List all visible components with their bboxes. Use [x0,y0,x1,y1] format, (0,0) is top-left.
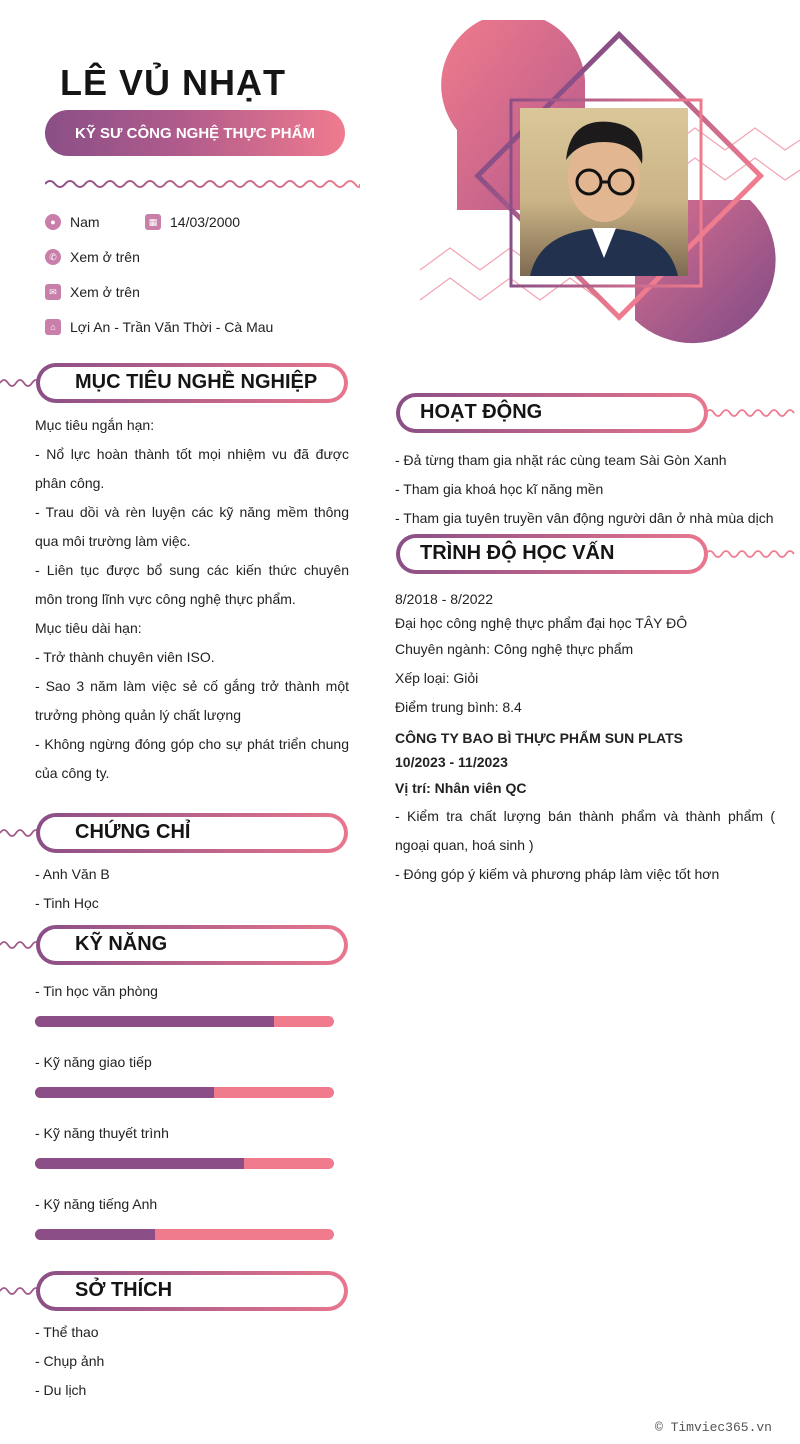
wavy-divider [45,178,360,190]
address-value: Lợi An - Trần Văn Thời - Cà Mau [70,319,274,335]
home-icon: ⌂ [45,319,61,335]
company-period: 10/2023 - 11/2023 [395,754,508,770]
duty-item: - Kiểm tra chất lượng bán thành phẩm và thành phẩm ( ngoại quan, hoá sinh ) [395,808,775,853]
section-wave-activities [706,407,796,419]
profile-photo [520,108,688,276]
duty-item: - Đóng góp ý kiếm và phương pháp làm việc tốt hơn [395,866,720,882]
section-wave-hobbies [0,1285,40,1297]
certificate-item: - Tinh Học [35,895,99,911]
objective-line: - Sao 3 năm làm việc sẻ cố gắng trở thành một trưởng phòng quản lý chất lượng [35,678,349,723]
hobby-item: - Du lịch [35,1382,87,1398]
activity-item: - Tham gia khoá học kĩ năng mền [395,481,604,497]
section-title-objective: MỤC TIÊU NGHỀ NGHIỆP [75,371,318,393]
section-wave-certificates [0,827,40,839]
section-title-education: TRÌNH ĐỘ HỌC VẤN [420,542,615,564]
hobby-item: - Chụp ảnh [35,1353,105,1369]
section-header-activities [396,393,708,433]
section-header-objective [36,363,348,403]
duties-list [395,802,775,889]
skill-bar [35,1158,334,1169]
section-title-certificates: CHỨNG CHỈ [75,821,191,843]
skill-label: - Tin học văn phòng [35,983,158,999]
company-name: CÔNG TY BAO BÌ THỰC PHẨM SUN PLATS [395,730,683,746]
job-title: KỸ SƯ CÔNG NGHỆ THỰC PHẨM [75,124,315,142]
objective-body [35,411,349,788]
footer-credit: © Timviec365.vn [654,1420,772,1435]
skill-bar-fill [35,1229,155,1240]
skill-label: - Kỹ năng tiếng Anh [35,1196,158,1212]
objective-line: - Nổ lực hoàn thành tốt mọi nhiệm vu đã được phân công. [35,446,349,491]
activities-list [395,446,785,533]
address-row [45,319,273,335]
company-position: Vị trí: Nhân viên QC [395,780,527,796]
objective-line: Mục tiêu ngắn hạn: [35,417,155,433]
person-icon: ● [45,214,61,230]
section-header-education [396,534,708,574]
section-header-skills [36,925,348,965]
activity-item: - Đả từng tham gia nhặt rác cùng team Sài Gòn Xanh [395,452,727,468]
section-header-certificates [36,813,348,853]
gender-row [45,214,100,230]
section-wave-skills [0,939,40,951]
email-value: Xem ở trên [70,284,140,300]
skill-bar-fill [35,1087,214,1098]
activity-item: - Tham gia tuyên truyền vân động người dân ở nhà mùa dịch [395,510,774,526]
envelope-icon: ✉ [45,284,61,300]
section-wave-education [706,548,796,560]
objective-line: - Trở thành chuyên viên ISO. [35,649,215,665]
calendar-icon: ▦ [145,214,161,230]
hobbies-list [35,1318,349,1405]
skill-label: - Kỹ năng giao tiếp [35,1054,152,1070]
skill-label: - Kỹ năng thuyết trình [35,1125,169,1141]
objective-line: - Trau dồi và rèn luyện các kỹ năng mềm thông qua môi trường làm việc. [35,504,349,549]
skill-bar [35,1229,334,1240]
objective-line: - Liên tục được bổ sung các kiến thức chuyên môn trong lĩnh vực công nghệ thực phẩm. [35,562,349,607]
birthdate-row [145,214,240,230]
certificates-list [35,860,349,918]
section-title-hobbies: SỞ THÍCH [75,1279,173,1301]
education-school: Đại học công nghệ thực phẩm đại học TÂY ĐÔ [395,615,688,631]
phone-row [45,249,140,265]
section-wave-objective [0,377,40,389]
section-title-activities: HOẠT ĐỘNG [420,401,543,423]
skill-bar-fill [35,1016,274,1027]
education-period: 8/2018 - 8/2022 [395,591,494,607]
education-major: Chuyên ngành: Công nghệ thực phẩm [395,641,634,657]
phone-value: Xem ở trên [70,249,140,265]
objective-line: Mục tiêu dài hạn: [35,620,142,636]
skill-bar [35,1087,334,1098]
section-title-skills: KỸ NĂNG [75,933,168,955]
candidate-name: LÊ VỦ NHẠT [60,62,286,103]
education-rank: Xếp loại: Giỏi [395,670,479,686]
section-header-hobbies [36,1271,348,1311]
skill-bar [35,1016,334,1027]
email-row [45,284,140,300]
birthdate-value: 14/03/2000 [170,214,241,230]
skill-bar-fill [35,1158,244,1169]
gender-value: Nam [70,214,100,230]
hobby-item: - Thể thao [35,1324,99,1340]
phone-icon: ✆ [45,249,61,265]
objective-line: - Không ngừng đóng góp cho sự phát triển chung của công ty. [35,736,349,781]
job-title-pill [45,110,345,156]
certificate-item: - Anh Văn B [35,866,110,882]
education-gpa: Điểm trung bình: 8.4 [395,699,522,715]
